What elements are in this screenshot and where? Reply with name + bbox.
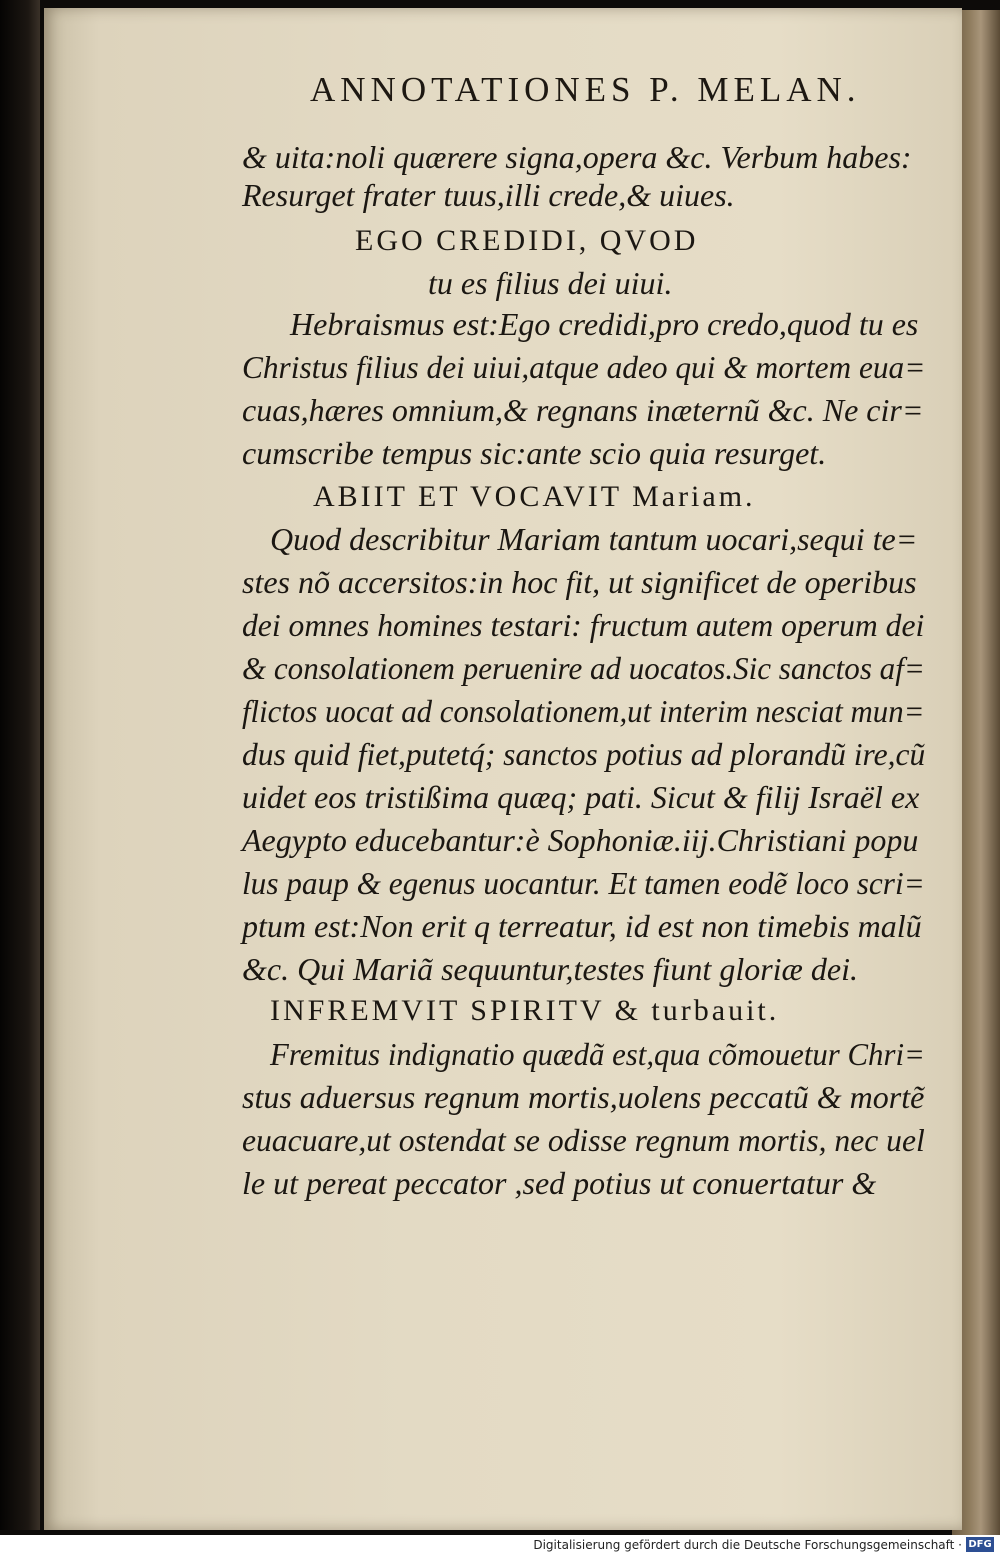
- text-line: euacuare,ut ostendat se odisse regnum mortis, nec uel: [242, 1122, 925, 1158]
- text-line: Hebraismus est:Ego credidi,pro credo,quod tu es: [290, 306, 919, 342]
- text-line: le ut pereat peccator ,sed potius ut conuertatur &: [242, 1165, 877, 1201]
- text-line: &c. Qui Mariã sequuntur,testes fiunt gloriæ dei.: [242, 951, 858, 987]
- text-line: Resurget frater tuus,illi crede,& uiues.: [242, 177, 735, 213]
- section-heading: EGO CREDIDI, QVOD: [355, 224, 699, 257]
- text-line: Fremitus indignatio quædã est,qua cõmouetur Chri=: [270, 1036, 925, 1072]
- text-line: stus aduersus regnum mortis,uolens peccatũ & mortẽ: [242, 1079, 925, 1115]
- text-line: Aegypto educebantur:è Sophoniæ.iij.Christiani popu: [242, 822, 919, 858]
- section-heading: INFREMVIT SPIRITV & turbauit.: [270, 994, 780, 1027]
- text-line: Christus filius dei uiui,atque adeo qui & mortem eua=: [242, 349, 926, 385]
- text-line: & uita:noli quærere signa,opera &c. Verbum habes:: [242, 139, 912, 175]
- text-line: lus paup & egenus uocantur. Et tamen eodẽ loco scri=: [242, 865, 925, 901]
- text-line: stes nõ accersitos:in hoc fit, ut significet de operibus: [242, 564, 917, 600]
- book-binding-shadow: [0, 0, 40, 1530]
- text-line: flictos uocat ad consolationem,ut interim nesciat mun=: [242, 693, 925, 729]
- text-line: cuas,hæres omnium,& regnans inæternũ &c. Ne cir=: [242, 392, 924, 428]
- footer-credit: Digitalisierung gefördert durch die Deutsche Forschungsgemeinschaft ·: [533, 1538, 962, 1552]
- text-line: ptum est:Non erit q terreatur, id est non timebis malũ: [242, 908, 922, 944]
- text-line: uidet eos tristißima quæq; pati. Sicut & filij Israël ex: [242, 779, 920, 815]
- text-line: dus quid fiet,putetq́; sanctos potius ad plorandũ ire,cũ: [242, 736, 926, 772]
- running-head: ANNOTATIONES P. MELAN.: [310, 70, 861, 109]
- text-line: dei omnes homines testari: fructum autem operum dei: [242, 607, 925, 643]
- dfg-logo: DFG: [966, 1537, 994, 1552]
- section-heading: ABIIT ET VOCAVIT Mariam.: [313, 480, 756, 513]
- section-heading-italic: tu es filius dei uiui.: [428, 265, 673, 301]
- text-line: cumscribe tempus sic:ante scio quia resurget.: [242, 435, 827, 471]
- text-line: & consolationem peruenire ad uocatos.Sic sanctos af=: [242, 650, 925, 686]
- text-line: Quod describitur Mariam tantum uocari,sequi te=: [270, 521, 918, 557]
